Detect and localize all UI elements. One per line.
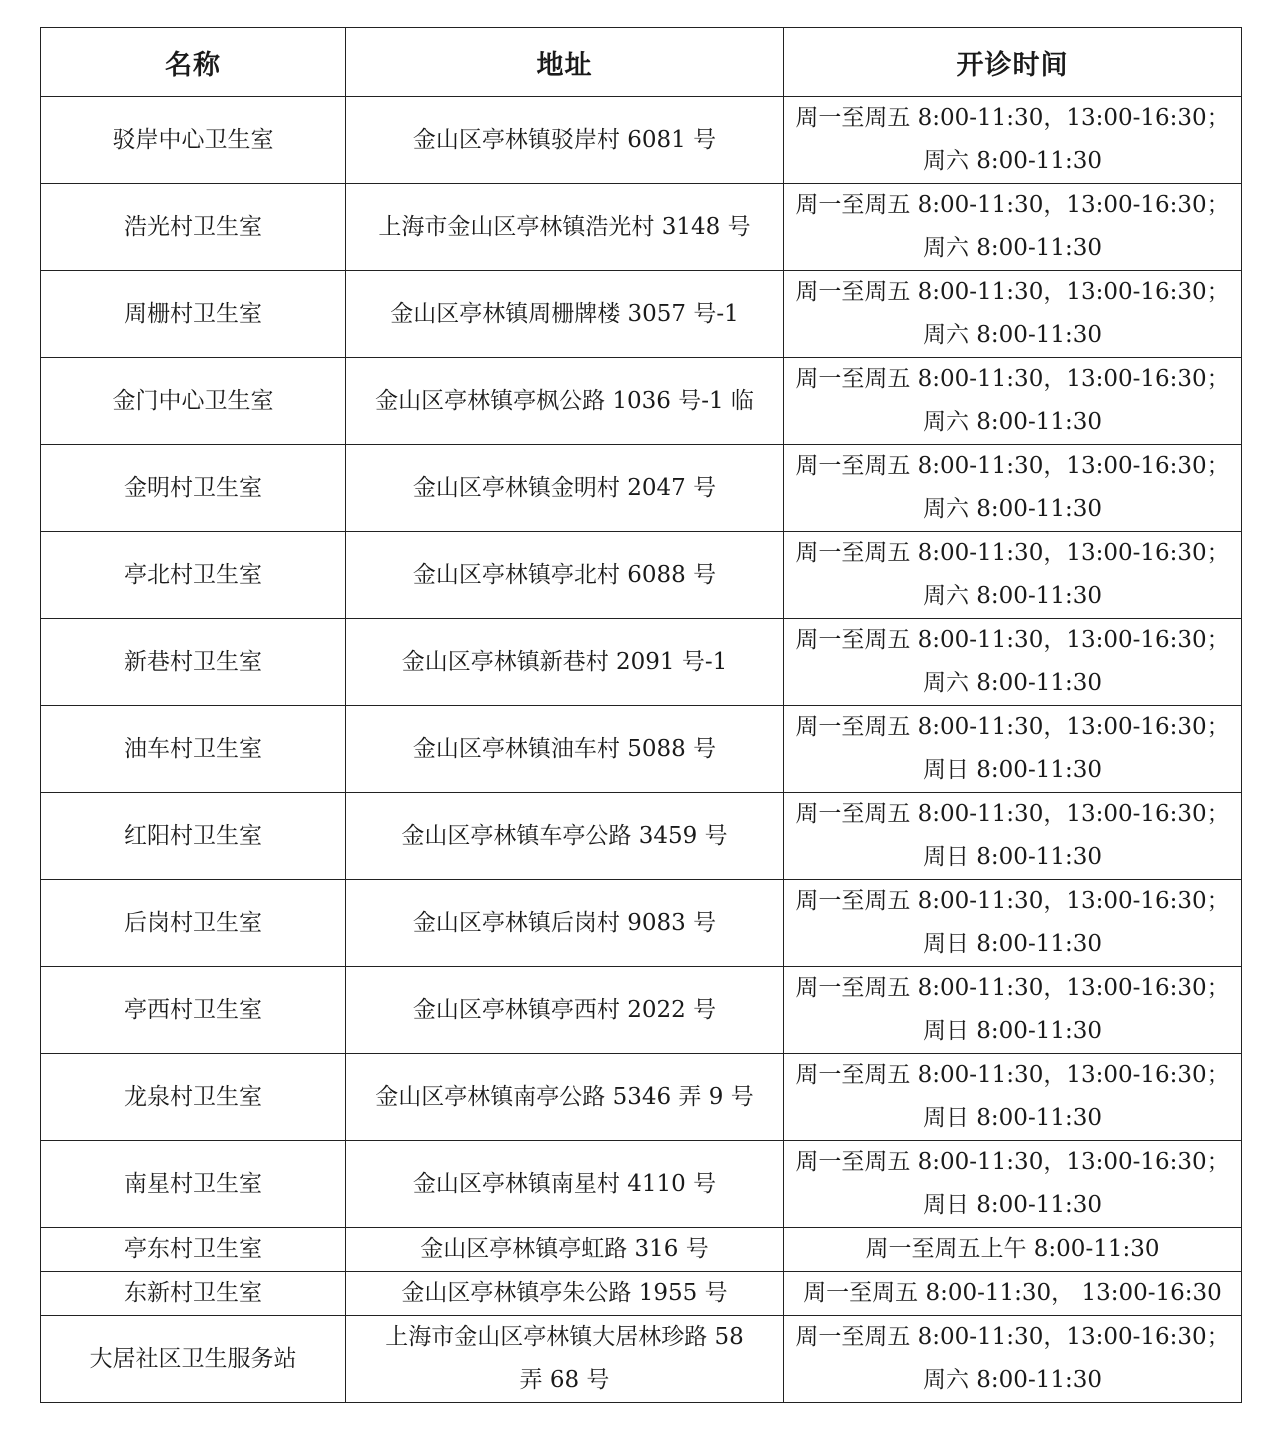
- clinic-name: 后岗村卫生室: [41, 880, 346, 967]
- clinic-hours-line: 周一至周五 8:00-11:30，13:00-16:30；: [795, 105, 1230, 131]
- clinic-hours-line: 周六 8:00-11:30: [922, 148, 1102, 174]
- table-row: [41, 880, 1242, 967]
- clinic-address: [346, 445, 784, 532]
- table-row: [41, 1228, 1242, 1272]
- clinic-address-line: 金山区亭林镇亭虹路 316 号: [420, 1236, 709, 1262]
- clinic-hours-line: 周一至周五 8:00-11:30，13:00-16:30；: [795, 801, 1230, 827]
- table-row: [41, 1054, 1242, 1141]
- clinic-name: 金门中心卫生室: [41, 358, 346, 445]
- clinic-address-line: 金山区亭林镇新巷村 2091 号-1: [401, 648, 728, 675]
- clinic-address-line: 金山区亭林镇驳岸村 6081 号: [412, 126, 717, 153]
- clinic-address-line: 金山区亭林镇周栅牌楼 3057 号-1: [390, 300, 739, 327]
- clinic-name: 周栅村卫生室: [41, 271, 346, 358]
- clinic-hours: [784, 532, 1242, 619]
- clinic-address-line: 金山区亭林镇南亭公路 5346 弄 9 号: [375, 1083, 754, 1110]
- clinic-address: [346, 706, 784, 793]
- table-header-row: [41, 28, 1242, 97]
- clinic-name: 亭西村卫生室: [41, 967, 346, 1054]
- clinic-address: [346, 1228, 784, 1272]
- clinic-hours: [784, 1272, 1242, 1316]
- clinic-address-line: 金山区亭林镇后岗村 9083 号: [412, 909, 717, 936]
- clinic-hours: [784, 445, 1242, 532]
- clinic-hours: [784, 880, 1242, 967]
- clinic-hours-line: 周日 8:00-11:30: [922, 844, 1102, 870]
- clinic-address: [346, 532, 784, 619]
- clinic-name: 东新村卫生室: [41, 1272, 346, 1316]
- clinic-hours-line: 周日 8:00-11:30: [922, 1105, 1102, 1131]
- table-row: [41, 184, 1242, 271]
- clinic-address-line: 金山区亭林镇金明村 2047 号: [412, 474, 717, 501]
- clinic-name: 油车村卫生室: [41, 706, 346, 793]
- clinic-address-line: 金山区亭林镇车亭公路 3459 号: [401, 822, 728, 849]
- clinic-hours: [784, 97, 1242, 184]
- clinic-hours-line: 周一至周五 8:00-11:30， 13:00-16:30: [803, 1280, 1222, 1306]
- clinic-hours: [784, 184, 1242, 271]
- clinic-address-line: 上海市金山区亭林镇大居林珍路 58: [385, 1324, 744, 1350]
- clinic-hours-line: 周六 8:00-11:30: [922, 409, 1102, 435]
- clinic-hours-line: 周六 8:00-11:30: [922, 1367, 1102, 1393]
- clinic-hours: [784, 1141, 1242, 1228]
- clinic-hours-table: [40, 27, 1242, 1403]
- table-row: [41, 445, 1242, 532]
- table-row: [41, 967, 1242, 1054]
- clinic-address: [346, 184, 784, 271]
- clinic-hours: [784, 793, 1242, 880]
- table-row: [41, 706, 1242, 793]
- table-row: [41, 1141, 1242, 1228]
- clinic-hours-line: 周一至周五 8:00-11:30，13:00-16:30；: [795, 279, 1230, 305]
- table-row: [41, 1272, 1242, 1316]
- table-row: [41, 619, 1242, 706]
- clinic-name: 龙泉村卫生室: [41, 1054, 346, 1141]
- clinic-hours-line: 周六 8:00-11:30: [922, 235, 1102, 261]
- clinic-hours-line: 周六 8:00-11:30: [922, 583, 1102, 609]
- clinic-name: 亭东村卫生室: [41, 1228, 346, 1272]
- clinic-address-line: 上海市金山区亭林镇浩光村 3148 号: [378, 213, 751, 240]
- clinic-address: [346, 967, 784, 1054]
- table-body: [41, 97, 1242, 1403]
- clinic-address-line: 金山区亭林镇亭西村 2022 号: [412, 996, 717, 1023]
- header-address: 地址: [346, 28, 784, 97]
- clinic-name: 金明村卫生室: [41, 445, 346, 532]
- clinic-hours-line: 周日 8:00-11:30: [922, 757, 1102, 783]
- clinic-address: [346, 1316, 784, 1403]
- clinic-address: [346, 271, 784, 358]
- clinic-hours-line: 周一至周五 8:00-11:30，13:00-16:30；: [795, 714, 1230, 740]
- clinic-address: [346, 619, 784, 706]
- clinic-hours: [784, 619, 1242, 706]
- header-name: 名称: [41, 28, 346, 97]
- clinic-name: 驳岸中心卫生室: [41, 97, 346, 184]
- clinic-name: 南星村卫生室: [41, 1141, 346, 1228]
- clinic-hours-line: 周一至周五 8:00-11:30，13:00-16:30；: [795, 1062, 1230, 1088]
- clinic-address: [346, 358, 784, 445]
- clinic-hours-line: 周一至周五 8:00-11:30，13:00-16:30；: [795, 627, 1230, 653]
- table-row: [41, 97, 1242, 184]
- table-row: [41, 532, 1242, 619]
- clinic-name: 大居社区卫生服务站: [41, 1316, 346, 1403]
- clinic-hours-line: 周一至周五 8:00-11:30，13:00-16:30；: [795, 192, 1230, 218]
- clinic-hours-line: 周日 8:00-11:30: [922, 1018, 1102, 1044]
- clinic-hours-line: 周一至周五 8:00-11:30，13:00-16:30；: [795, 366, 1230, 392]
- clinic-hours-line: 周日 8:00-11:30: [922, 1192, 1102, 1218]
- clinic-name: 浩光村卫生室: [41, 184, 346, 271]
- clinic-address-line: 金山区亭林镇南星村 4110 号: [412, 1170, 717, 1197]
- clinic-address-line: 金山区亭林镇亭枫公路 1036 号-1 临: [375, 387, 754, 414]
- clinic-address: [346, 1141, 784, 1228]
- clinic-address: [346, 97, 784, 184]
- clinic-hours: [784, 1054, 1242, 1141]
- clinic-hours-line: 周一至周五 8:00-11:30，13:00-16:30；: [795, 1324, 1230, 1350]
- clinic-hours-line: 周日 8:00-11:30: [922, 931, 1102, 957]
- clinic-hours-line: 周一至周五 8:00-11:30，13:00-16:30；: [795, 888, 1230, 914]
- clinic-address-line: 弄 68 号: [519, 1367, 610, 1393]
- clinic-hours: [784, 967, 1242, 1054]
- clinic-address-line: 金山区亭林镇亭北村 6088 号: [412, 561, 717, 588]
- clinic-hours-line: 周一至周五上午 8:00-11:30: [865, 1236, 1160, 1262]
- clinic-name: 亭北村卫生室: [41, 532, 346, 619]
- table-row: [41, 793, 1242, 880]
- clinic-hours-line: 周六 8:00-11:30: [922, 496, 1102, 522]
- clinic-hours-line: 周一至周五 8:00-11:30，13:00-16:30；: [795, 1149, 1230, 1175]
- clinic-hours-line: 周六 8:00-11:30: [922, 670, 1102, 696]
- table-row: [41, 358, 1242, 445]
- clinic-address: [346, 1054, 784, 1141]
- clinic-name: 新巷村卫生室: [41, 619, 346, 706]
- clinic-address-line: 金山区亭林镇油车村 5088 号: [412, 735, 717, 762]
- clinic-address-line: 金山区亭林镇亭朱公路 1955 号: [401, 1280, 728, 1306]
- clinic-hours: [784, 706, 1242, 793]
- clinic-address: [346, 793, 784, 880]
- clinic-address: [346, 1272, 784, 1316]
- clinic-hours-line: 周一至周五 8:00-11:30，13:00-16:30；: [795, 975, 1230, 1001]
- clinic-hours-line: 周一至周五 8:00-11:30，13:00-16:30；: [795, 453, 1230, 479]
- clinic-hours: [784, 1316, 1242, 1403]
- clinic-hours-line: 周一至周五 8:00-11:30，13:00-16:30；: [795, 540, 1230, 566]
- table-row: [41, 1316, 1242, 1403]
- clinic-address: [346, 880, 784, 967]
- clinic-hours-line: 周六 8:00-11:30: [922, 322, 1102, 348]
- header-hours: 开诊时间: [784, 28, 1242, 97]
- clinic-hours: [784, 1228, 1242, 1272]
- clinic-name: 红阳村卫生室: [41, 793, 346, 880]
- clinic-hours: [784, 271, 1242, 358]
- clinic-hours: [784, 358, 1242, 445]
- table-row: [41, 271, 1242, 358]
